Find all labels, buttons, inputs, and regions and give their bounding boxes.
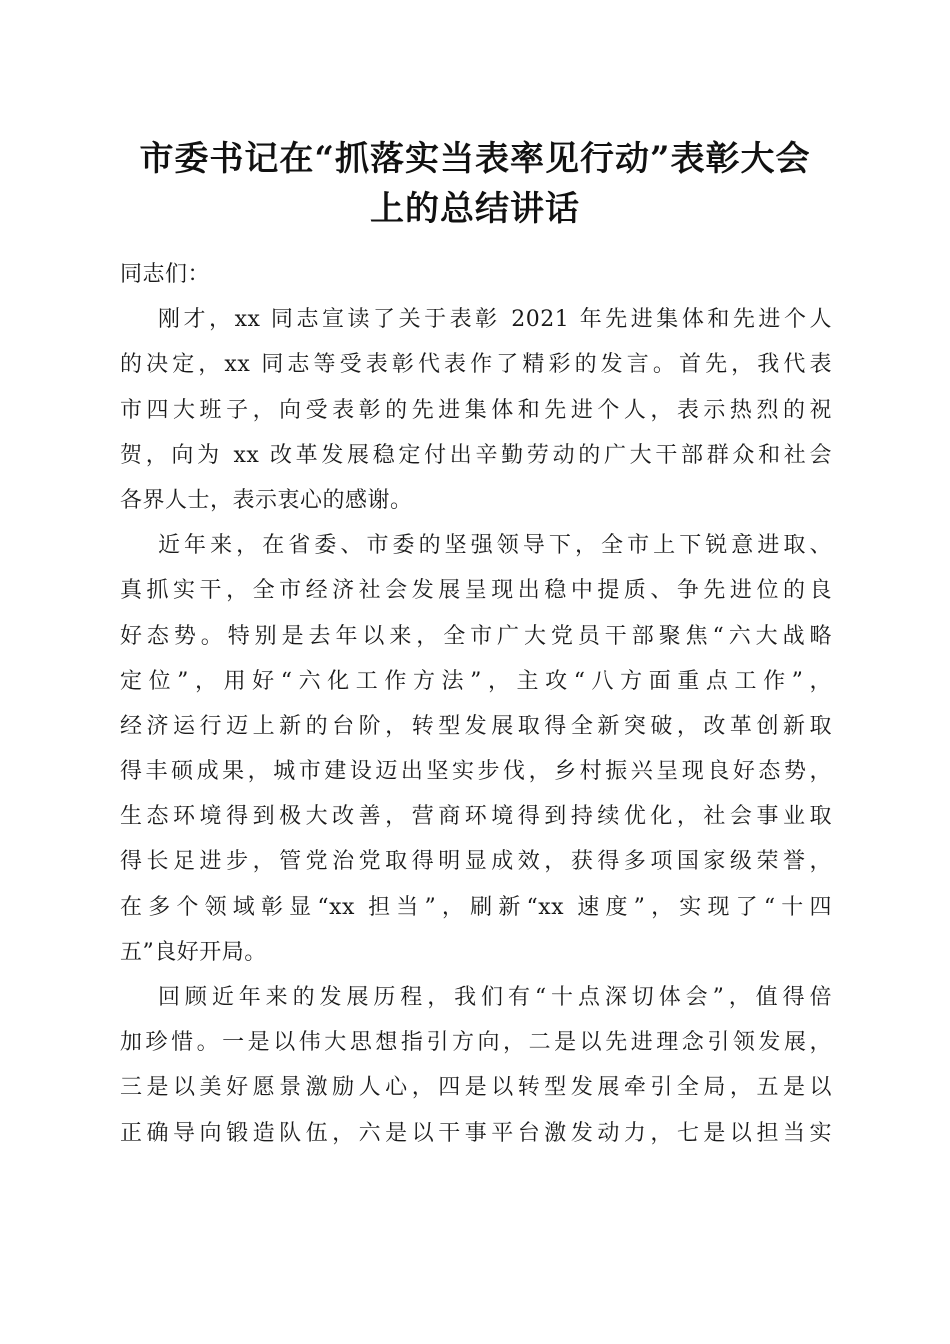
paragraph-line: 得丰硕成果，城市建设迈出坚实步伐，乡村振兴呈现良好态势， — [120, 759, 832, 785]
paragraph-3 — [120, 975, 832, 1156]
paragraph-2 — [120, 523, 832, 975]
paragraph-1 — [120, 297, 832, 523]
paragraph-line: 回顾近年来的发展历程，我们有“十点深切体会”，值得倍 — [158, 985, 832, 1010]
paragraph-line: 好态势。特别是去年以来，全市广大党员干部聚焦“六大战略 — [120, 623, 832, 649]
salutation: 同志们： — [120, 262, 211, 287]
paragraph-line: 得长足进步，管党治党取得明显成效，获得多项国家级荣誉， — [120, 849, 832, 875]
paragraph-line: 各界人士，表示衷心的感谢。 — [120, 487, 413, 513]
paragraph-line: 定位”，用好“六化工作方法”，主攻“八方面重点工作”， — [120, 668, 832, 694]
title-line-2: 上的总结讲话 — [370, 189, 580, 229]
paragraph-line: 刚才，xx 同志宣读了关于表彰 2021 年先进集体和先进个人 — [158, 307, 832, 333]
paragraph-line: 生态环境得到极大改善，营商环境得到持续优化，社会事业取 — [120, 804, 832, 830]
document-title — [90, 134, 860, 234]
paragraph-line: 的决定，xx 同志等受表彰代表作了精彩的发言。首先，我代表 — [120, 352, 832, 378]
paragraph-line: 贺，向为 xx 改革发展稳定付出辛勤劳动的广大干部群众和社会 — [120, 442, 832, 468]
paragraph-line: 近年来，在省委、市委的坚强领导下，全市上下锐意进取、 — [158, 533, 832, 559]
document-body — [120, 252, 832, 1156]
paragraph-line: 加珍惜。一是以伟大思想指引方向，二是以先进理念引领发展， — [120, 1030, 832, 1056]
paragraph-line: 正确导向锻造队伍，六是以干事平台激发动力，七是以担当实 — [120, 1120, 832, 1146]
paragraph-line: 三是以美好愿景激励人心，四是以转型发展牵引全局，五是以 — [120, 1075, 832, 1101]
paragraph-line: 经济运行迈上新的台阶，转型发展取得全新突破，改革创新取 — [120, 713, 832, 739]
paragraph-line: 五”良好开局。 — [120, 939, 267, 965]
paragraph-line: 市四大班子，向受表彰的先进集体和先进个人，表示热烈的祝 — [120, 397, 832, 423]
paragraph-line: 真抓实干，全市经济社会发展呈现出稳中提质、争先进位的良 — [120, 578, 832, 604]
paragraph-line: 在多个领域彰显“xx 担当”，刷新“xx 速度”，实现了“十四 — [120, 894, 832, 920]
title-line-1: 市委书记在“抓落实当表率见行动”表彰大会 — [139, 139, 811, 179]
